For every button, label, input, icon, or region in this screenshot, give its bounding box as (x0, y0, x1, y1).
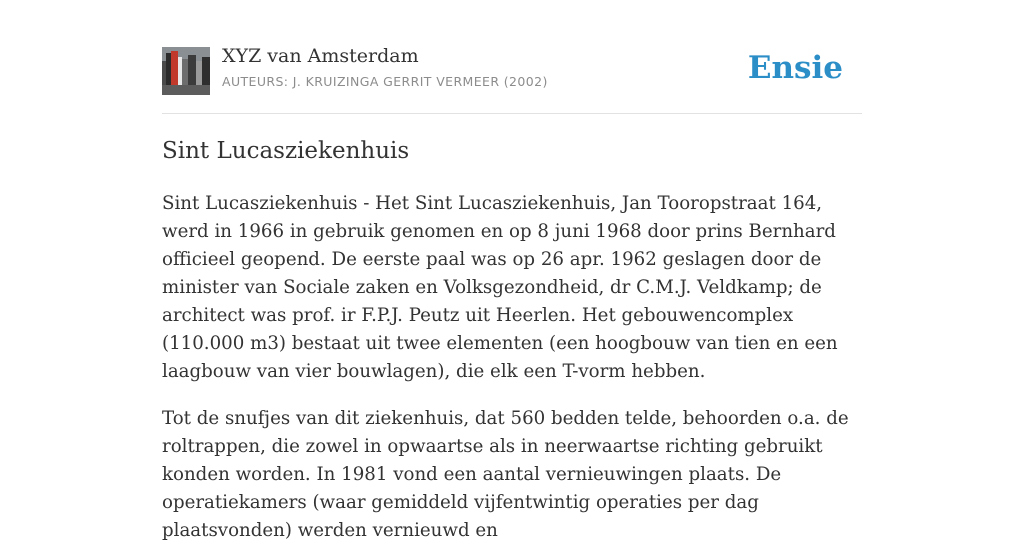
source-avatar[interactable] (162, 47, 210, 95)
source-title[interactable]: XYZ van Amsterdam (222, 45, 419, 67)
page-container (162, 0, 862, 541)
book-cover-thumbnail-icon (162, 47, 210, 95)
page-title: Sint Lucasziekenhuis (162, 138, 410, 164)
source-header (162, 0, 862, 114)
source-authors: AUTEURS: J. KRUIZINGA GERRIT VERMEER (2002) (222, 74, 548, 89)
ensie-logo-link[interactable]: Ensie (747, 50, 843, 86)
article-paragraph: Sint Lucasziekenhuis - Het Sint Lucasziekenhuis, Jan Tooropstraat 164, werd in 1966 in gebruik genomen en op 8 juni 1968 door prins Bernhard officieel geopend. De eerste paal was op 26 apr. 1962 geslagen door de minister van Sociale zaken en Volksgezondheid, dr C.M.J. Veldkamp; de architect was prof. ir F.P.J. Peutz uit Heerlen. Het gebouwencomplex (110.000 m3) bestaat uit twee elementen (een hoogbouw van tien en een laagbouw van vier bouwlagen), die elk een T-vorm hebben. (162, 193, 838, 382)
article-paragraph: Tot de snufjes van dit ziekenhuis, dat 560 bedden telde, behoorden o.a. de roltrappen, die zowel in opwaartse als in neerwaartse richting gebruikt konden worden. In 1981 vond een aantal vernieuwingen plaats. De operatiekamers (waar gemiddeld vijfentwintig operaties per dag plaatsvonden) werden vernieuwd en (162, 408, 849, 541)
